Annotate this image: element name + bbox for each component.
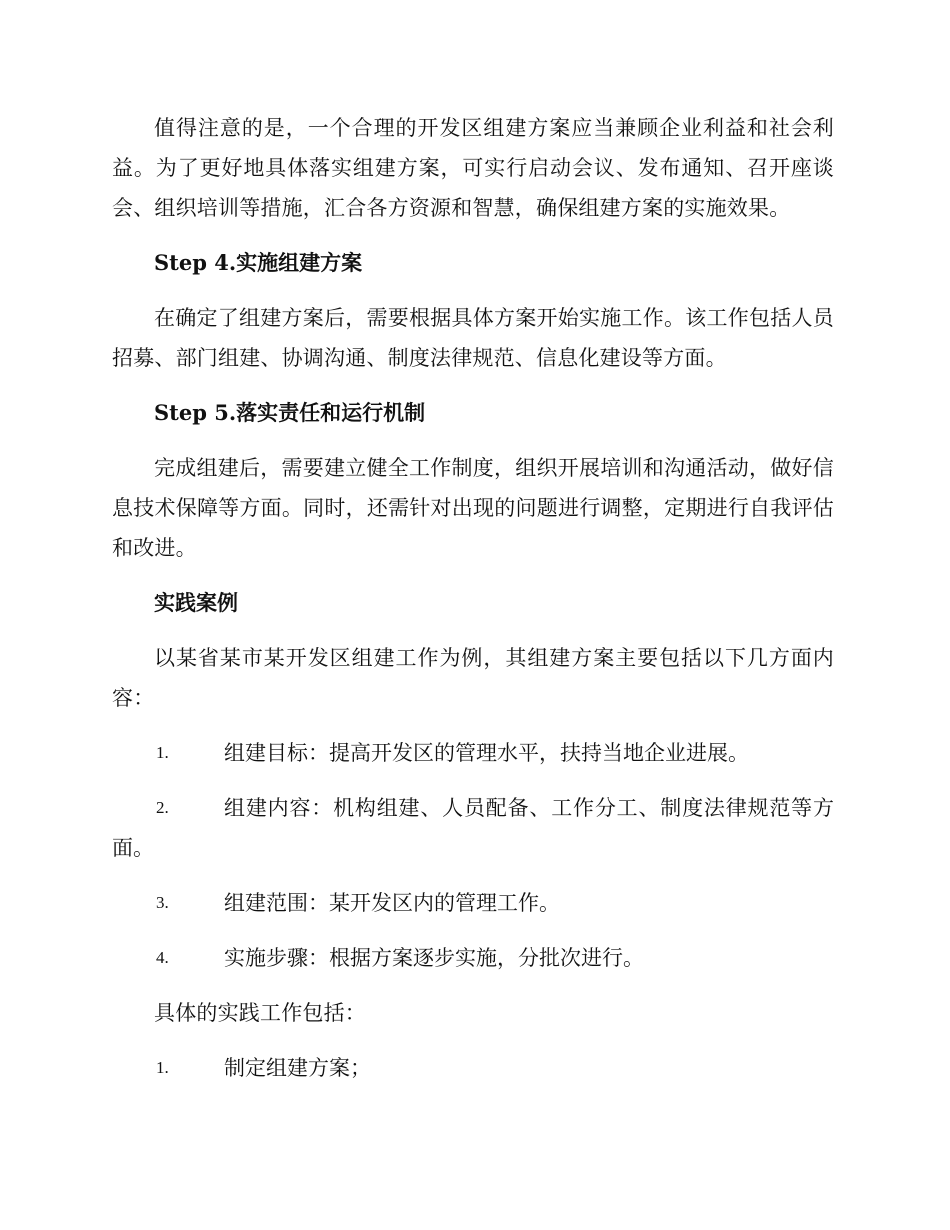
paragraph-step-5: 完成组建后，需要建立健全工作制度，组织开展培训和沟通活动，做好信息技术保障等方面。同时，还需针对出现的问题进行调整，定期进行自我评估和改进。: [112, 456, 834, 560]
list-number: 3.: [156, 893, 169, 912]
heading-step-4: Step 4.实施组建方案: [154, 250, 363, 275]
list-text: 组建范围：某开发区内的管理工作。: [224, 891, 560, 915]
list-number: 1.: [156, 1058, 169, 1077]
paragraph-step-4: 在确定了组建方案后，需要根据具体方案开始实施工作。该工作包括人员招募、部门组建、协调沟通、制度法律规范、信息化建设等方面。: [112, 306, 834, 370]
list-number: 2.: [156, 798, 169, 817]
list-item: [112, 1048, 834, 1088]
list-item: [112, 883, 834, 923]
paragraph-practice-intro: 具体的实践工作包括：: [154, 1001, 366, 1025]
document-page: [112, 108, 834, 1088]
list-item: [112, 733, 834, 773]
list-text: 组建目标：提高开发区的管理水平，扶持当地企业进展。: [224, 741, 749, 765]
list-number: 1.: [156, 743, 169, 762]
heading-case-study: 实践案例: [154, 590, 238, 615]
paragraph-intro: 值得注意的是，一个合理的开发区组建方案应当兼顾企业利益和社会利益。为了更好地具体落实组建方案，可实行启动会议、发布通知、召开座谈会、组织培训等措施，汇合各方资源和智慧，确保组建方案的实施效果。: [112, 116, 834, 220]
list-number: 4.: [156, 948, 169, 967]
list-item: [112, 938, 834, 978]
heading-step-5: Step 5.落实责任和运行机制: [154, 400, 426, 425]
list-text: 实施步骤：根据方案逐步实施，分批次进行。: [224, 946, 644, 970]
list-text: 组建内容：机构组建、人员配备、工作分工、制度法律规范等方面。: [112, 796, 834, 860]
list-item: [112, 788, 834, 868]
list-text: 制定组建方案；: [224, 1056, 371, 1080]
paragraph-case-intro: 以某省某市某开发区组建工作为例，其组建方案主要包括以下几方面内容：: [112, 646, 834, 710]
